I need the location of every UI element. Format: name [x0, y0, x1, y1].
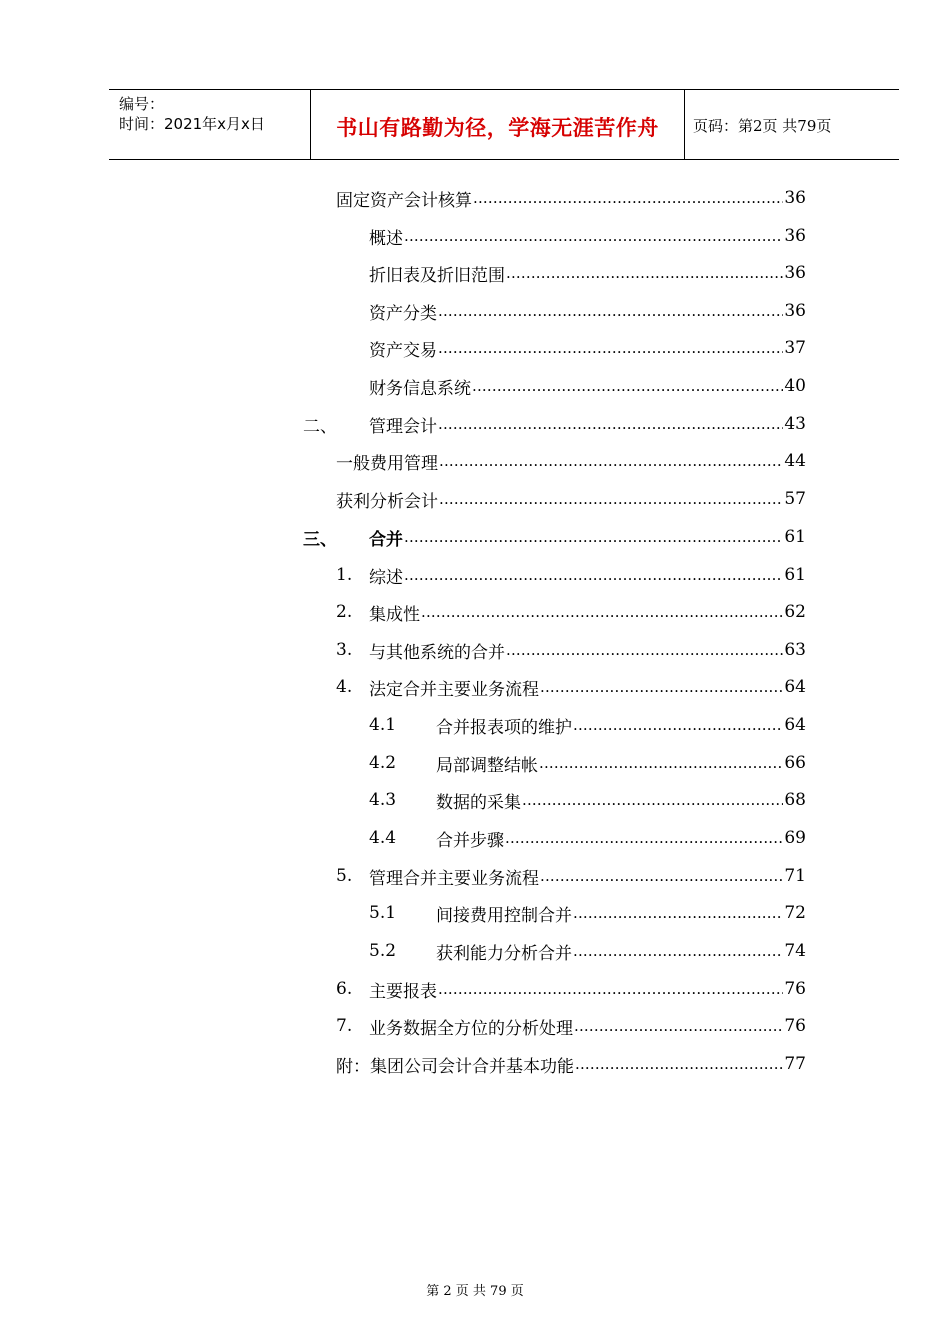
toc-entry-label: 资产分类 [369, 303, 437, 324]
toc-entry-page: 43 [784, 414, 806, 434]
toc-leader-dots [473, 189, 783, 207]
toc-entry[interactable] [369, 938, 806, 964]
toc-entry-page: 63 [784, 640, 806, 660]
toc-entry[interactable] [336, 1013, 806, 1039]
toc-leader-dots [439, 452, 783, 470]
toc-entry-page: 36 [784, 188, 806, 208]
toc-leader-dots [421, 603, 783, 621]
toc-leader-dots [438, 415, 783, 433]
toc-entry[interactable] [369, 825, 806, 851]
toc-entry-number: 7. [336, 1016, 353, 1036]
toc-entry-label: 综述 [369, 567, 403, 588]
toc-entry-label: 固定资产会计核算 [336, 190, 472, 211]
toc-leader-dots [506, 641, 783, 659]
toc-entry-label: 主要报表 [369, 981, 437, 1002]
toc-entry-label: 一般费用管理 [336, 453, 438, 474]
toc-entry[interactable] [336, 976, 806, 1002]
toc-entry-page: 44 [784, 451, 806, 471]
toc-entry-number: 4.4 [369, 828, 397, 848]
toc-entry-page: 71 [784, 866, 806, 886]
toc-entry-label: 合并报表项的维护 [436, 717, 572, 738]
toc-entry-label: 获利能力分析合并 [436, 943, 572, 964]
toc-entry-page: 68 [784, 790, 806, 810]
toc-leader-dots [438, 302, 783, 320]
page-header [109, 89, 899, 160]
toc-entry-number: 2. [336, 602, 353, 622]
document-time-label: 时间：2021年x月x日 [119, 115, 265, 133]
toc-entry-page: 62 [784, 602, 806, 622]
toc-leader-dots [472, 377, 783, 395]
header-info-cell [109, 90, 309, 159]
toc-leader-dots [573, 716, 783, 734]
toc-entry-page: 37 [784, 338, 806, 358]
toc-entry-page: 64 [784, 677, 806, 697]
toc-entry-label: 数据的采集 [436, 792, 521, 813]
toc-entry-number: 5. [336, 866, 353, 886]
toc-entry[interactable] [369, 787, 806, 813]
toc-leader-dots [404, 528, 783, 546]
toc-entry[interactable] [336, 674, 806, 700]
toc-entry-label: 资产交易 [369, 340, 437, 361]
toc-entry-label: 管理会计 [369, 416, 437, 437]
toc-leader-dots [540, 867, 783, 885]
toc-entry[interactable] [369, 750, 806, 776]
toc-entry[interactable] [336, 1051, 806, 1077]
toc-entry-page: 74 [784, 941, 806, 961]
toc-entry[interactable] [336, 637, 806, 663]
toc-entry-label: 间接费用控制合并 [436, 905, 572, 926]
document-number-label: 编号： [119, 95, 165, 113]
toc-entry-number: 1. [336, 565, 353, 585]
toc-entry-number: 4.1 [369, 715, 397, 735]
toc-leader-dots [506, 264, 783, 282]
toc-leader-dots [404, 566, 783, 584]
toc-entry[interactable] [369, 712, 806, 738]
toc-entry[interactable] [303, 524, 806, 550]
toc-entry-page: 77 [784, 1054, 806, 1074]
toc-entry-label: 概述 [369, 228, 403, 249]
toc-entry-page: 66 [784, 753, 806, 773]
toc-entry-label: 业务数据全方位的分析处理 [369, 1018, 573, 1039]
toc-entry[interactable] [336, 185, 806, 211]
toc-leader-dots [539, 754, 783, 772]
toc-entry[interactable] [336, 863, 806, 889]
toc-entry-page: 40 [784, 376, 806, 396]
toc-leader-dots [573, 904, 783, 922]
header-page-info: 页码：第2页 共79页 [693, 117, 832, 135]
toc-entry-number: 三、 [303, 529, 337, 550]
toc-entry-page: 76 [784, 979, 806, 999]
toc-entry-label: 获利分析会计 [336, 491, 438, 512]
toc-entry-page: 61 [784, 527, 806, 547]
header-motto: 书山有路勤为径，学海无涯苦作舟 [336, 115, 659, 140]
toc-entry-label: 财务信息系统 [369, 378, 471, 399]
toc-leader-dots [439, 490, 783, 508]
toc-entry-page: 57 [784, 489, 806, 509]
toc-entry-page: 61 [784, 565, 806, 585]
toc-entry-label: 管理合并主要业务流程 [369, 868, 539, 889]
toc-leader-dots [505, 829, 783, 847]
toc-leader-dots [573, 942, 783, 960]
toc-entry-number: 6. [336, 979, 353, 999]
toc-entry-number: 5.1 [369, 903, 397, 923]
toc-entry-number: 4.3 [369, 790, 397, 810]
toc-entry-label: 折旧表及折旧范围 [369, 265, 505, 286]
toc-entry-page: 76 [784, 1016, 806, 1036]
toc-entry[interactable] [303, 411, 806, 437]
toc-entry-number: 4.2 [369, 753, 397, 773]
toc-entry-label: 合并 [369, 529, 403, 550]
toc-entry[interactable] [369, 223, 806, 249]
header-page-cell [685, 90, 899, 159]
toc-entry-label: 局部调整结帐 [436, 755, 538, 776]
toc-entry-page: 36 [784, 301, 806, 321]
toc-entry-number: 4. [336, 677, 353, 697]
toc-leader-dots [438, 339, 783, 357]
toc-leader-dots [438, 980, 783, 998]
toc-entry[interactable] [369, 900, 806, 926]
toc-entry[interactable] [369, 373, 806, 399]
toc-entry[interactable] [369, 298, 806, 324]
toc-leader-dots [574, 1017, 783, 1035]
toc-entry-number: 5.2 [369, 941, 397, 961]
toc-entry-label: 与其他系统的合并 [369, 642, 505, 663]
toc-entry-number: 二、 [303, 416, 337, 437]
toc-entry-label: 附：集团公司会计合并基本功能 [336, 1056, 574, 1077]
toc-entry-page: 36 [784, 226, 806, 246]
toc-entry[interactable] [336, 448, 806, 474]
page-footer: 第 2 页 共 79 页 [426, 1284, 524, 1299]
toc-entry[interactable] [369, 335, 806, 361]
toc-entry-page: 69 [784, 828, 806, 848]
header-motto-cell [310, 90, 685, 159]
toc-entry-label: 法定合并主要业务流程 [369, 679, 539, 700]
toc-entry-label: 集成性 [369, 604, 420, 625]
toc-leader-dots [522, 791, 783, 809]
toc-leader-dots [404, 227, 783, 245]
toc-entry[interactable] [336, 562, 806, 588]
toc-entry-number: 3. [336, 640, 353, 660]
toc-entry-label: 合并步骤 [436, 830, 504, 851]
toc-leader-dots [575, 1055, 783, 1073]
toc-entry-page: 72 [784, 903, 806, 923]
toc-entry[interactable] [336, 599, 806, 625]
toc-entry[interactable] [369, 260, 806, 286]
toc-entry[interactable] [336, 486, 806, 512]
toc-entry-page: 64 [784, 715, 806, 735]
toc-leader-dots [540, 678, 783, 696]
toc-entry-page: 36 [784, 263, 806, 283]
